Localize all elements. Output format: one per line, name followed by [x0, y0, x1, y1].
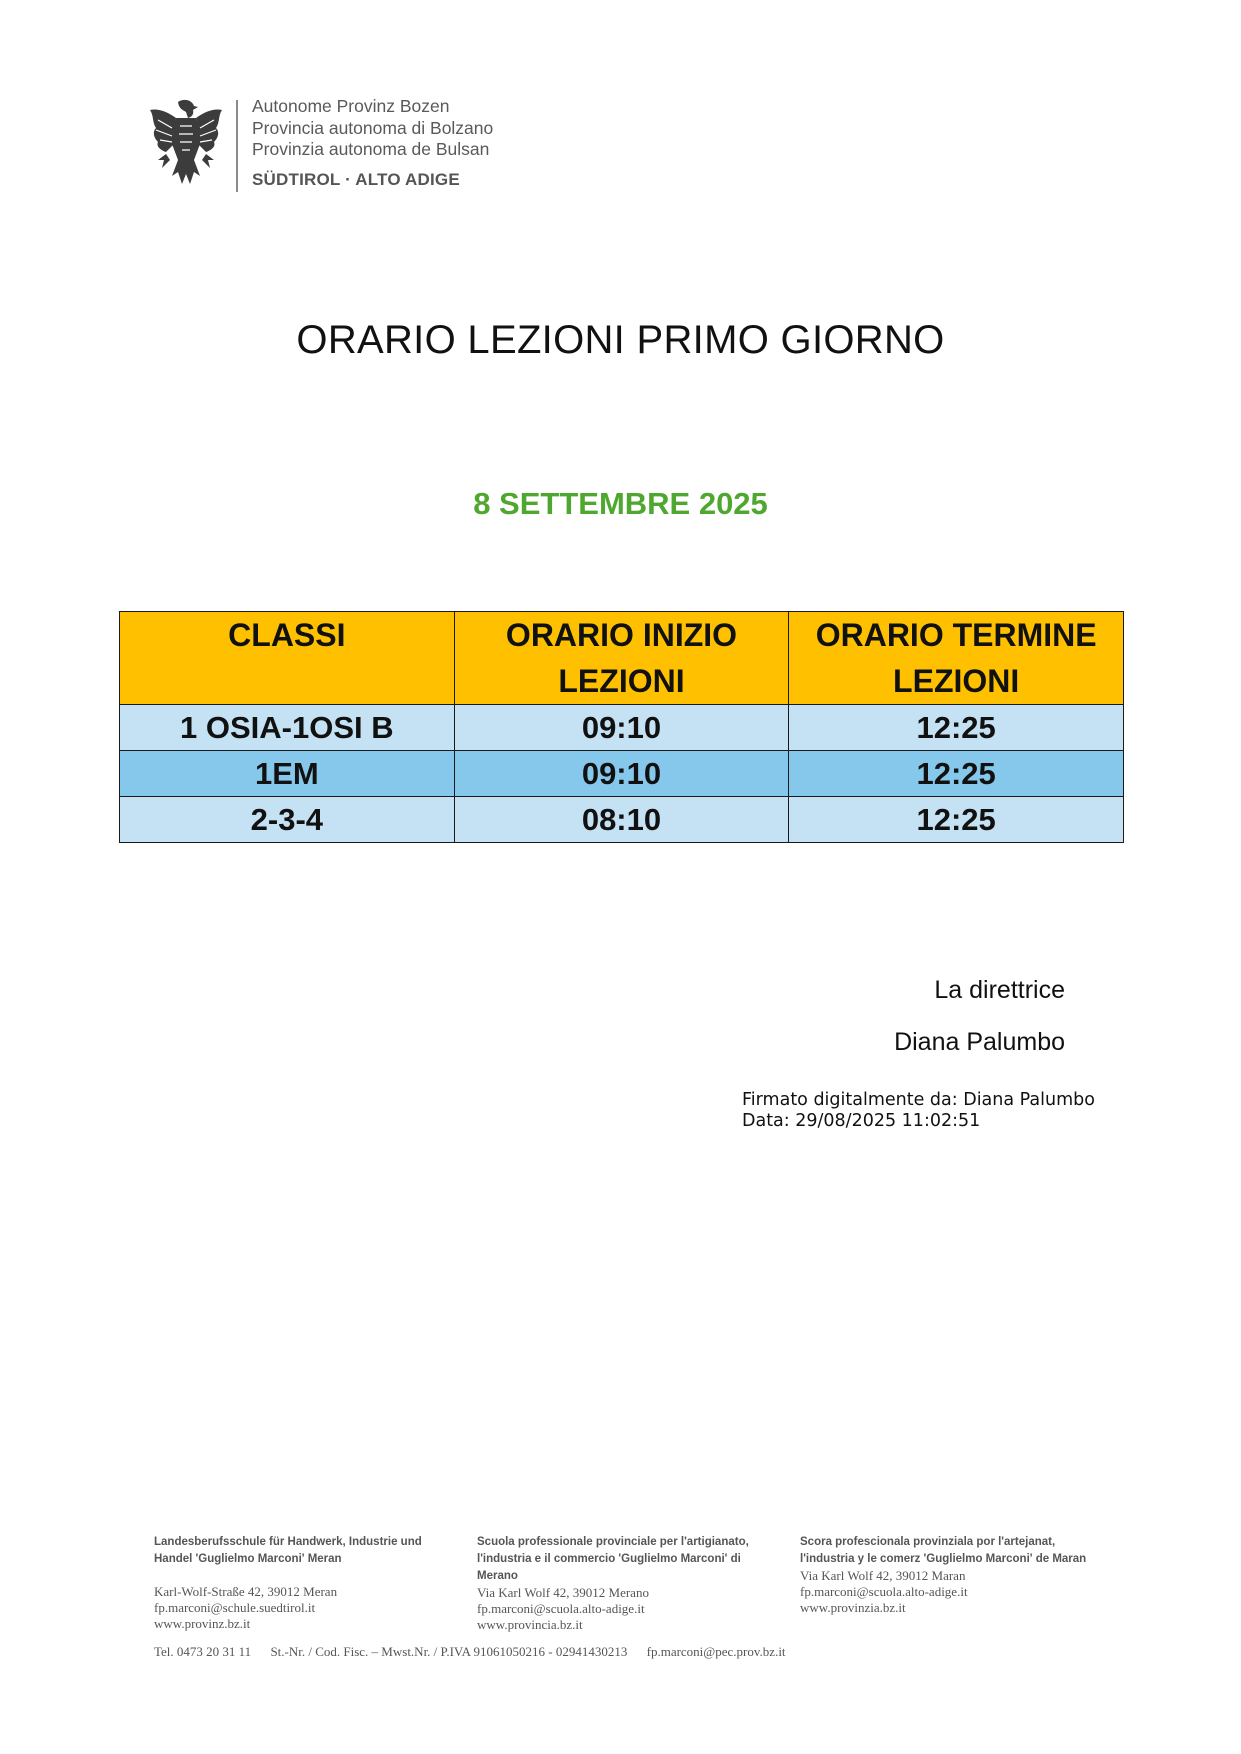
logo-divider	[236, 100, 238, 192]
table-row	[120, 751, 1124, 797]
digital-signature	[742, 1090, 1095, 1132]
eagle-emblem-icon	[148, 98, 224, 190]
footer-street: Karl-Wolf-Straße 42, 39012 Meran	[154, 1584, 338, 1599]
header-orario-inizio: ORARIO INIZIO LEZIONI	[454, 612, 789, 705]
logo-line-it: Provincia autonoma di Bolzano	[252, 117, 494, 138]
footer-column-de	[154, 1534, 444, 1632]
cell-class: 1EM	[120, 751, 455, 797]
footer-street: Via Karl Wolf 42, 39012 Maran	[800, 1568, 966, 1583]
footer-address	[800, 1568, 1090, 1616]
logo-text	[252, 96, 493, 190]
footer-email: fp.marconi@scuola.alto-adige.it	[800, 1584, 968, 1599]
footer-address	[477, 1585, 767, 1633]
cell-start: 09:10	[454, 751, 789, 797]
digital-signature-date: Data: 29/08/2025 11:02:51	[742, 1111, 981, 1131]
logo-line-lad: Provinzia autonoma de Bulsan	[252, 139, 490, 159]
footer-column-lad	[800, 1534, 1090, 1616]
footer-school-name: Scuola professionale provinciale per l'artigianato, l'industria e il commercio 'Guglielmo Marconi' di Merano	[477, 1536, 749, 1582]
footer-website: www.provinzia.bz.it	[800, 1600, 906, 1615]
footer-tax: St.-Nr. / Cod. Fisc. – Mwst.Nr. / P.IVA 91061050216 - 02941430213	[270, 1644, 628, 1659]
schedule-table	[119, 611, 1124, 843]
footer-email: fp.marconi@schule.suedtirol.it	[154, 1600, 316, 1615]
cell-start: 09:10	[454, 705, 789, 751]
date-heading: 8 SETTEMBRE 2025	[473, 486, 768, 521]
cell-end: 12:25	[789, 705, 1124, 751]
logo-region: SÜDTIROL · ALTO ADIGE	[252, 169, 460, 189]
table-header-row	[120, 612, 1124, 705]
digital-signature-signer: Firmato digitalmente da: Diana Palumbo	[742, 1090, 1095, 1110]
footer-tel: Tel. 0473 20 31 11	[154, 1644, 252, 1659]
footer-street: Via Karl Wolf 42, 39012 Merano	[477, 1585, 649, 1600]
footer-website: www.provincia.bz.it	[477, 1617, 583, 1632]
footer-contact-line	[154, 1644, 802, 1660]
header-orario-termine: ORARIO TERMINE LEZIONI	[789, 612, 1124, 705]
province-logo	[148, 96, 508, 196]
table-row	[120, 705, 1124, 751]
cell-end: 12:25	[789, 751, 1124, 797]
cell-end: 12:25	[789, 797, 1124, 843]
cell-class: 2-3-4	[120, 797, 455, 843]
signature-name: Diana Palumbo	[894, 1028, 1065, 1056]
footer-school-name: Scora profescionala provinziala por l'artejanat, l'industria y le comerz 'Guglielmo Marconi' de Maran	[800, 1536, 1087, 1565]
footer-column-it	[477, 1534, 767, 1633]
footer-website: www.provinz.bz.it	[154, 1616, 251, 1631]
header-classi: CLASSI	[120, 612, 455, 705]
logo-line-de: Autonome Provinz Bozen	[252, 96, 450, 116]
footer-pec: fp.marconi@pec.prov.bz.it	[646, 1644, 786, 1659]
footer-email: fp.marconi@scuola.alto-adige.it	[477, 1601, 645, 1616]
signature-role: La direttrice	[934, 976, 1065, 1004]
footer-school-name: Landesberufsschule für Handwerk, Industrie und Handel 'Guglielmo Marconi' Meran	[154, 1536, 422, 1565]
cell-class: 1 OSIA-1OSI B	[120, 705, 455, 751]
page-title: ORARIO LEZIONI PRIMO GIORNO	[296, 318, 945, 362]
footer-address	[154, 1584, 444, 1632]
table-row	[120, 797, 1124, 843]
cell-start: 08:10	[454, 797, 789, 843]
